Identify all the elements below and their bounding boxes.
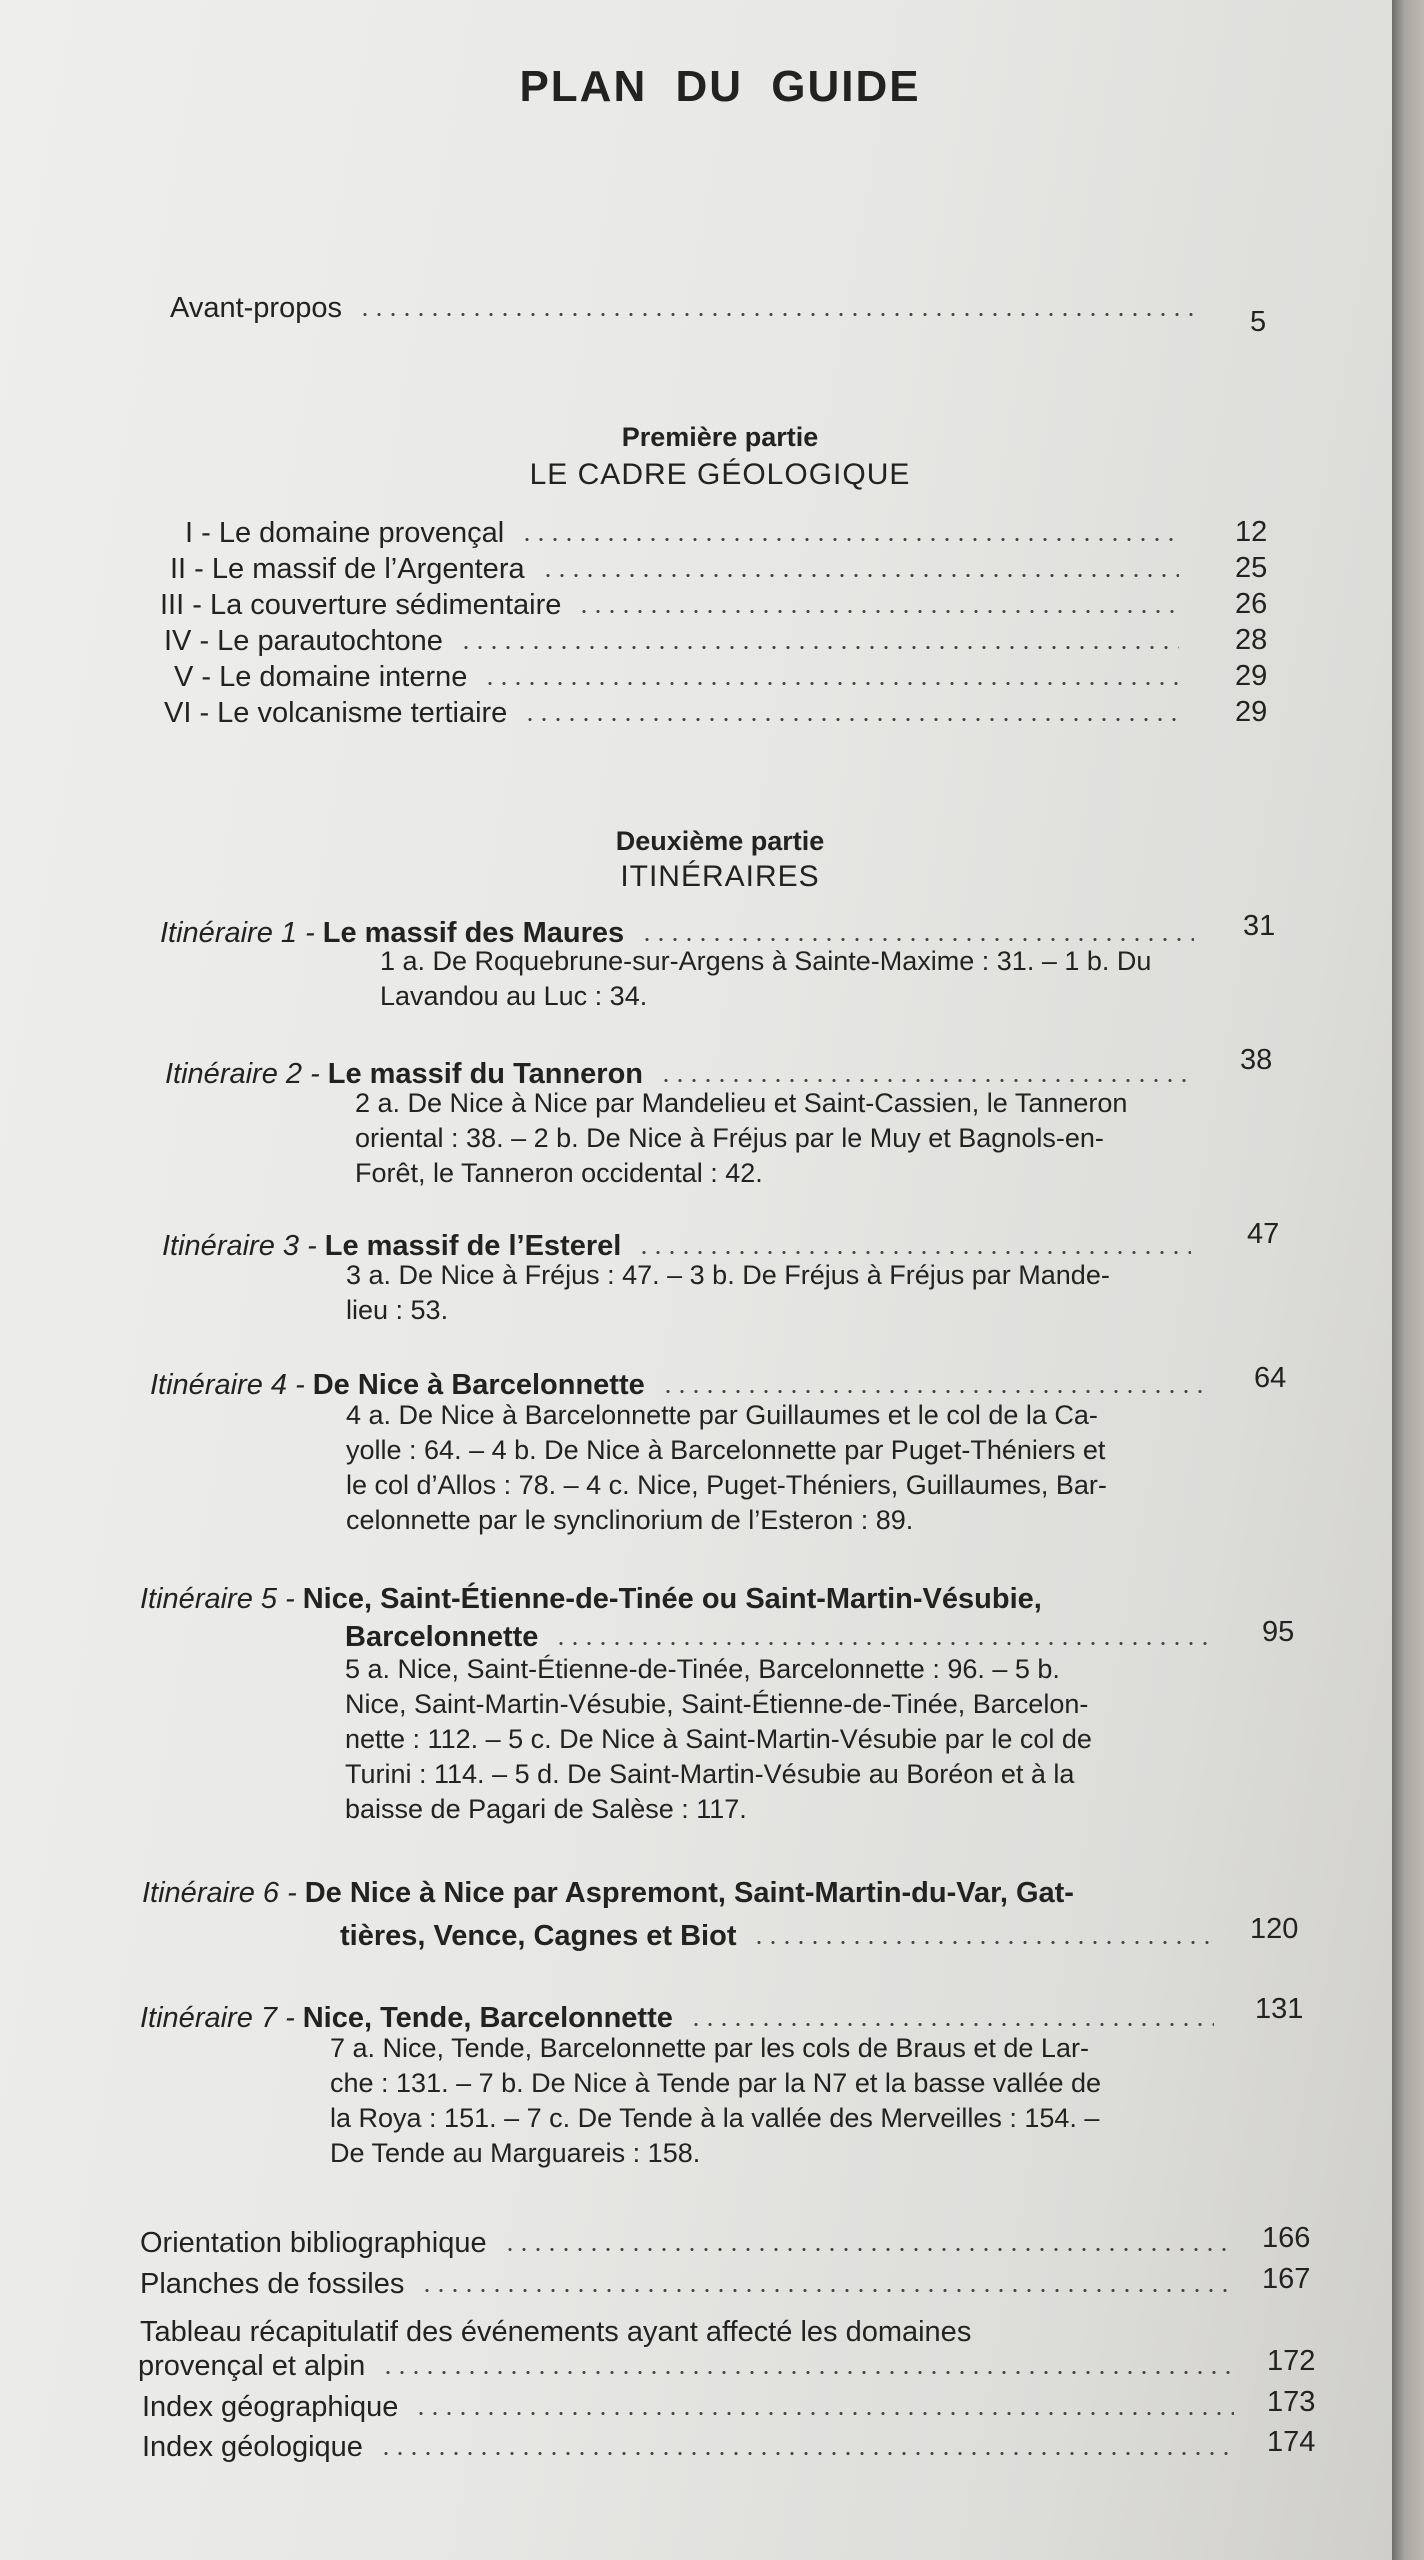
toc-entry-planches[interactable] [140, 2261, 1245, 2301]
desc-line: 2 a. De Nice à Nice par Mandelieu et Saint-Cassien, le Tanneron [355, 1088, 1128, 1118]
desc-line: nette : 112. – 5 c. De Nice à Saint-Martin-Vésubie par le col de [345, 1724, 1092, 1754]
desc-line: yolle : 64. – 4 b. De Nice à Barcelonnette par Puget-Théniers et [346, 1435, 1106, 1465]
toc-page-number: 174 [1267, 2426, 1316, 2458]
desc-line: Nice, Saint-Martin-Vésubie, Saint-Étienne-de-Tinée, Barcelon- [345, 1689, 1089, 1719]
itinerary-title: Le massif du Tanneron [327, 1058, 644, 1090]
desc-line: che : 131. – 7 b. De Nice à Tende par la N7 et la basse vallée de [330, 2068, 1101, 2098]
toc-entry-avant-propos[interactable] [170, 285, 1210, 325]
itinerary-prefix: Itinéraire 7 - [140, 2002, 295, 2034]
itinerary-description [380, 944, 1260, 1014]
itinerary-title: Nice, Saint-Étienne-de-Tinée ou Saint-Martin-Vésubie, [302, 1583, 1042, 1615]
toc-label: V - Le domaine interne [174, 661, 468, 693]
toc-entry-itinerary-5[interactable] [140, 1576, 1290, 1616]
leader-dots [420, 2289, 1229, 2292]
leader-dots [637, 1251, 1191, 1254]
leader-dots [520, 538, 1179, 541]
toc-entry-itinerary-3[interactable] [162, 1223, 1207, 1263]
desc-line: 4 a. De Nice à Barcelonnette par Guillaumes et le col de la Ca- [346, 1400, 1098, 1430]
itinerary-prefix: Itinéraire 2 - [165, 1058, 320, 1090]
toc-entry-index-geologique[interactable] [142, 2424, 1250, 2464]
desc-line: 3 a. De Nice à Fréjus : 47. – 3 b. De Fréjus à Fréjus par Mande- [346, 1260, 1110, 1290]
toc-label: I - Le domaine provençal [185, 517, 505, 549]
itinerary-title: Le massif des Maures [322, 917, 625, 949]
itinerary-description [330, 2031, 1210, 2171]
itinerary-title: Nice, Tende, Barcelonnette [302, 2002, 673, 2034]
toc-label: III - La couverture sédimentaire [160, 589, 562, 621]
leader-dots [541, 574, 1179, 577]
desc-line: le col d’Allos : 78. – 4 c. Nice, Puget-Théniers, Guillaumes, Bar- [346, 1470, 1107, 1500]
leader-dots [659, 1079, 1189, 1082]
toc-entry[interactable] [174, 654, 1195, 694]
itinerary-description [355, 1086, 1235, 1191]
toc-entry-itinerary-6-cont[interactable] [340, 1913, 1235, 1953]
toc-entry[interactable] [185, 510, 1195, 550]
desc-line: De Tende au Marguareis : 158. [330, 2138, 701, 2168]
itinerary-description [346, 1398, 1226, 1538]
leader-dots [640, 938, 1194, 941]
desc-line: celonnette par le synclinorium de l’Esteron : 89. [346, 1505, 914, 1535]
page-title: PLAN DU GUIDE [519, 62, 921, 111]
toc-label: II - Le massif de l’Argentera [170, 553, 525, 585]
desc-line: Lavandou au Luc : 34. [380, 981, 648, 1011]
toc-page-number: 5 [1250, 306, 1267, 338]
toc-page-number: 173 [1267, 2386, 1316, 2418]
leader-dots [689, 2023, 1214, 2026]
toc-label-cont: provençal et alpin [138, 2350, 366, 2382]
itinerary-title-cont: tières, Vence, Cagnes et Biot [340, 1920, 737, 1952]
toc-page-number: 47 [1247, 1218, 1280, 1250]
leader-dots [459, 646, 1179, 649]
toc-entry-itinerary-5-cont[interactable] [345, 1614, 1225, 1654]
toc-entry[interactable] [170, 546, 1195, 586]
toc-page-number: 28 [1235, 624, 1268, 656]
itinerary-prefix: Itinéraire 6 - [142, 1877, 297, 1909]
toc-page-number: 29 [1235, 660, 1268, 692]
toc-entry-tableau-cont[interactable] [138, 2343, 1248, 2383]
itinerary-prefix: Itinéraire 5 - [140, 1583, 295, 1615]
toc-page-number: 64 [1254, 1362, 1287, 1394]
toc-page-number: 12 [1235, 516, 1268, 548]
toc-label: Avant-propos [170, 292, 342, 324]
toc-page-number: 166 [1262, 2222, 1311, 2254]
toc-label: Tableau récapitulatif des événements ayant affecté les domaines [140, 2316, 972, 2348]
itinerary-title: De Nice à Barcelonnette [312, 1369, 645, 1401]
desc-line: 5 a. Nice, Saint-Étienne-de-Tinée, Barcelonnette : 96. – 5 b. [345, 1654, 1060, 1684]
itinerary-description [346, 1258, 1226, 1328]
desc-line: Turini : 114. – 5 d. De Saint-Martin-Vésubie au Boréon et à la [345, 1759, 1075, 1789]
toc-label: Index géographique [142, 2391, 399, 2423]
toc-page-number: 25 [1235, 552, 1268, 584]
part-title: LE CADRE GÉOLOGIQUE [529, 458, 911, 491]
toc-page-number: 120 [1250, 1913, 1299, 1945]
toc-page-number: 167 [1262, 2263, 1311, 2295]
leader-dots [379, 2452, 1234, 2455]
toc-entry-itinerary-7[interactable] [140, 1995, 1230, 2035]
toc-entry-itinerary-2[interactable] [165, 1051, 1205, 1091]
desc-line: baisse de Pagari de Salèse : 117. [345, 1794, 747, 1824]
toc-page-number: 172 [1267, 2345, 1316, 2377]
toc-entry[interactable] [164, 690, 1195, 730]
leader-dots [661, 1390, 1204, 1393]
toc-entry-itinerary-4[interactable] [150, 1362, 1220, 1402]
leader-dots [503, 2248, 1229, 2251]
toc-entry-itinerary-6[interactable] [142, 1870, 1292, 1910]
part-label: Deuxième partie [615, 826, 825, 856]
leader-dots [483, 682, 1179, 685]
desc-line: 7 a. Nice, Tende, Barcelonnette par les cols de Braus et de Lar- [330, 2033, 1089, 2063]
toc-page-number: 29 [1235, 696, 1268, 728]
desc-line: Forêt, le Tanneron occidental : 42. [355, 1158, 763, 1188]
itinerary-description [345, 1652, 1225, 1827]
part-label: Première partie [621, 422, 819, 452]
desc-line: lieu : 53. [346, 1295, 449, 1325]
part-title: ITINÉRAIRES [620, 860, 820, 893]
desc-line: 1 a. De Roquebrune-sur-Argens à Sainte-Maxime : 31. – 1 b. Du [380, 946, 1152, 976]
desc-line: oriental : 38. – 2 b. De Nice à Fréjus par le Muy et Bagnols-en- [355, 1123, 1104, 1153]
page-edge [1392, 0, 1424, 2560]
itinerary-title-cont: Barcelonnette [345, 1621, 539, 1653]
itinerary-prefix: Itinéraire 3 - [162, 1230, 317, 1262]
leader-dots [577, 610, 1179, 613]
toc-label: Planches de fossiles [140, 2268, 405, 2300]
toc-page-number: 38 [1240, 1044, 1273, 1076]
itinerary-title: Le massif de l’Esterel [324, 1230, 622, 1262]
leader-dots [523, 718, 1179, 721]
toc-page-number: 26 [1235, 588, 1268, 620]
toc-label: Orientation bibliographique [140, 2227, 487, 2259]
toc-entry-index-geographique[interactable] [142, 2384, 1250, 2424]
toc-label: VI - Le volcanisme tertiaire [164, 697, 508, 729]
leader-dots [358, 313, 1194, 316]
toc-label: Index géologique [142, 2431, 363, 2463]
leader-dots [554, 1642, 1209, 1645]
itinerary-prefix: Itinéraire 4 - [150, 1369, 305, 1401]
toc-page-number: 95 [1262, 1616, 1295, 1648]
toc-page-number: 31 [1243, 910, 1276, 942]
toc-entry[interactable] [160, 582, 1195, 622]
toc-entry[interactable] [164, 618, 1195, 658]
toc-page-number: 131 [1255, 1993, 1304, 2025]
toc-entry-bibliographie[interactable] [140, 2220, 1245, 2260]
leader-dots [752, 1941, 1219, 1944]
itinerary-title: De Nice à Nice par Aspremont, Saint-Martin-du-Var, Gat- [304, 1877, 1074, 1909]
desc-line: la Roya : 151. – 7 c. De Tende à la vallée des Merveilles : 154. – [330, 2103, 1100, 2133]
toc-label: IV - Le parautochtone [164, 625, 443, 657]
itinerary-prefix: Itinéraire 1 - [160, 917, 315, 949]
leader-dots [381, 2371, 1232, 2374]
leader-dots [414, 2412, 1234, 2415]
